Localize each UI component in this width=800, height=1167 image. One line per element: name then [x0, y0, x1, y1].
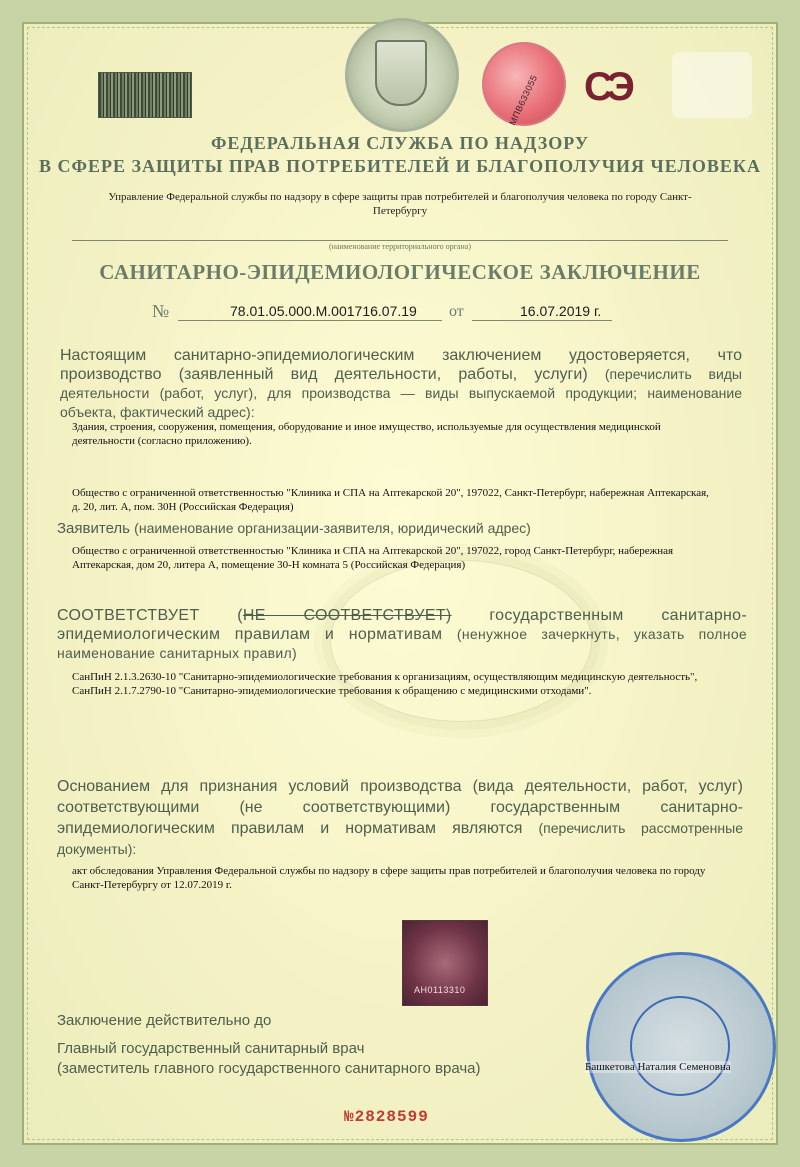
barcode-strip [98, 72, 192, 118]
certifies-lead: Настоящим санитарно-эпидемиологическим заключением удостоверяется, что производство (заявленный вид деятельности, работы, услуги) [60, 347, 742, 383]
department-underline [72, 240, 728, 241]
applicant-value: Общество с ограниченной ответственностью "Клиника и СПА на Аптекарской 20", 197022, город Санкт-Петербург, набережная Аптекарская, дом 20, литера А, помещение 30-Н комната 5 (Российская Федерация) [72, 545, 674, 571]
document-date: 16.07.2019 г. [520, 303, 602, 319]
department-name: Управление Федеральной службы по надзору в сфере защиты прав потребителей и благополучия человека по городу Санкт-Петербургу [108, 191, 692, 217]
department-caption: (наименование территориального органа) [329, 242, 471, 251]
sanitary-mark-logo: СЭ [584, 65, 629, 109]
agency-title-line2: В СФЕРЕ ЗАЩИТЫ ПРАВ ПОТРЕБИТЕЛЕЙ И БЛАГОПОЛУЧИЯ ЧЕЛОВЕКА [39, 156, 761, 176]
basis-hint: (перечислить рассмотренные документы): [57, 820, 743, 857]
conformity-rest: государственным санитарно-эпидемиологическим правилам и нормативам [57, 607, 748, 643]
number-label: № [152, 301, 170, 321]
conformity-struck: НЕ СООТВЕТСТВУЕТ) [242, 607, 452, 624]
activity-description: Здания, строения, сооружения, помещения, оборудование и иное имущество, используемые для осуществления медицинской деятельности (согласно приложению). [72, 421, 661, 447]
date-underline [472, 320, 612, 321]
document-number: 78.01.05.000.М.001716.07.19 [230, 303, 417, 319]
applicant-label: Заявитель [57, 520, 130, 537]
applicant-heading [57, 520, 757, 537]
hologram-serial-bottom: АН0113310 [414, 985, 466, 995]
hologram-serial-top: МПВ633055 [507, 73, 540, 127]
validity-label: Заключение действительно до [57, 1012, 272, 1029]
applicant-hint: (наименование организации-заявителя, юридический адрес) [134, 520, 531, 536]
form-serial-number: №2828599 [344, 1108, 429, 1126]
coat-of-arms-shield-icon [375, 40, 427, 106]
corner-watermark [672, 52, 752, 118]
chief-doctor-label: Главный государственный санитарный врач [57, 1040, 365, 1057]
basis-lead: Основанием для признания условий производства (вида деятельности, работ, услуг) соответствующими (не соответствующими) государственным санитарно-эпидемиологическим правилам и нормативам являются [57, 778, 743, 837]
basis-paragraph [57, 776, 743, 860]
document-title: САНИТАРНО-ЭПИДЕМИОЛОГИЧЕСКОЕ ЗАКЛЮЧЕНИЕ [99, 260, 701, 284]
agency-title-line1: ФЕДЕРАЛЬНАЯ СЛУЖБА ПО НАДЗОРУ [210, 133, 590, 153]
conformity-hint: (ненужное зачеркнуть, указать полное наименование санитарных правил) [57, 626, 747, 661]
chief-deputy-label: (заместитель главного государственного санитарного врача) [57, 1060, 481, 1077]
number-underline [178, 320, 442, 321]
certifies-hint: (перечислить виды деятельности (работ, услуг), для производства — виды выпускаемой продукции; наименование объекта, фактический адрес): [60, 366, 742, 420]
certifies-paragraph [60, 346, 742, 422]
sanitary-rules: СанПиН 2.1.3.2630-10 "Санитарно-эпидемиологические требования к организациям, осуществляющим медицинскую деятельность", СанПиН 2.1.7.2790-10 "Санитарно-эпидемиологические требования к обращению с медицинскими отходами". [72, 671, 698, 697]
date-from-label: от [449, 303, 464, 320]
doctor-name: Башкетова Наталия Семеновна [585, 1061, 731, 1073]
basis-documents: акт обследования Управления Федеральной службы по надзору в сфере защиты прав потребителей и благополучия человека по городу Санкт-Петербургу от 12.07.2019 г. [72, 865, 706, 891]
conformity-paragraph [57, 606, 747, 663]
object-address: Общество с ограниченной ответственностью "Клиника и СПА на Аптекарской 20", 197022, Санкт-Петербург, набережная Аптекарская, д. 20, лит. А, пом. 30Н (Российская Федерация) [72, 487, 709, 513]
conformity-yes: СООТВЕТСТВУЕТ ( [57, 607, 243, 624]
stamp-emblem-icon [630, 996, 730, 1096]
